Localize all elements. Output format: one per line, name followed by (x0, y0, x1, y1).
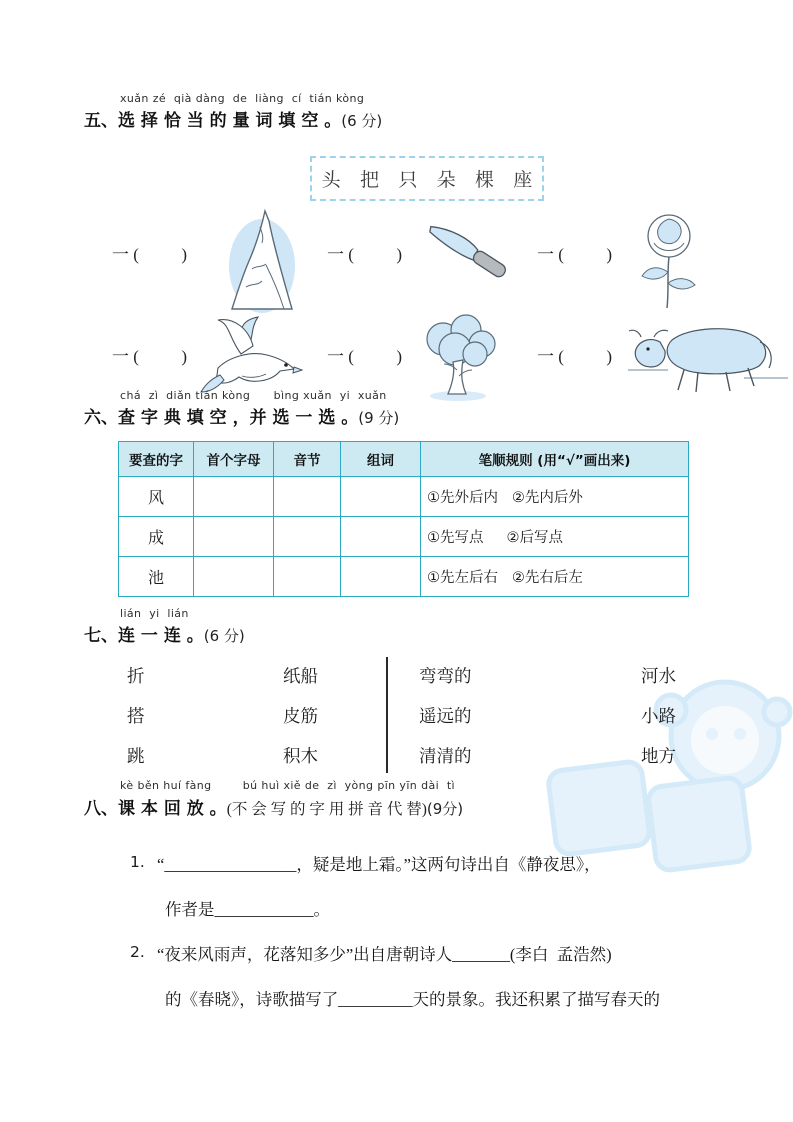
section7-title-text: 七、连 一 连 。 (84, 626, 204, 646)
section5-pinyin: xuǎn zé qià dàng de liàng cí tián kòng (120, 92, 365, 105)
section8-title (84, 794, 463, 819)
quantifier-blank-knife: 一 ( ) (327, 245, 403, 264)
word-bank-item: 朵 (436, 170, 456, 191)
table-cell-empty (274, 557, 341, 597)
quantifier-blank-dove: 一 ( ) (112, 347, 188, 366)
quantifier-blank-ox: 一 ( ) (537, 347, 613, 366)
table-cell-char: 成 (119, 517, 194, 557)
word-bank-item: 把 (359, 170, 379, 191)
table-cell-rule: ①先左后右 ②先右后左 (421, 557, 689, 597)
table-header-syllable: 音节 (274, 442, 341, 477)
table-header-row (119, 442, 689, 477)
knife-illustration (418, 222, 510, 302)
table-cell-empty (341, 557, 421, 597)
question1-line2: 作者是____________。 (165, 900, 330, 919)
question2-line2: 的《春晓》，诗歌描写了_________天的景象。我还积累了描写春天的 (165, 990, 660, 1009)
table-cell-empty (194, 557, 274, 597)
table-row (119, 557, 689, 597)
word-bank-item: 棵 (474, 170, 494, 191)
match-noun: 河水 (641, 666, 676, 686)
table-cell-empty (274, 517, 341, 557)
match-noun: 纸船 (283, 666, 318, 686)
rose-illustration (633, 210, 705, 310)
mountain-illustration (222, 207, 302, 317)
word-bank-item: 只 (398, 170, 418, 191)
question1-number: 1. (130, 853, 145, 871)
section8-title-text: 八、课 本 回 放 。 (84, 799, 227, 819)
table-header-initial: 首个字母 (194, 442, 274, 477)
question1-line1: “________________，疑是地上霜。”这两句诗出自《静夜思》， (157, 855, 601, 874)
matching-divider-line (386, 657, 388, 773)
section7-pinyin: lián yi lián (120, 607, 189, 620)
measure-word-bank (310, 156, 544, 201)
match-verb: 折 (127, 666, 145, 686)
table-cell-rule: ①先外后内 ②先内后外 (421, 477, 689, 517)
table-cell-char: 池 (119, 557, 194, 597)
match-noun: 地方 (641, 746, 676, 766)
section7-title (84, 621, 245, 646)
table-cell-empty (274, 477, 341, 517)
match-adjective: 遥远的 (419, 706, 472, 726)
match-adjective: 弯弯的 (419, 666, 472, 686)
section8-score: (9分) (426, 800, 464, 818)
table-cell-char: 风 (119, 477, 194, 517)
section7-score: (6 分) (203, 627, 245, 645)
match-verb: 跳 (127, 746, 145, 766)
table-cell-empty (341, 517, 421, 557)
section5-title (84, 106, 382, 131)
section8-note: (不 会 写 的 字 用 拼 音 代 替) (226, 801, 427, 818)
quantifier-blank-tree: 一 ( ) (327, 347, 403, 366)
match-noun: 积木 (283, 746, 318, 766)
tree-illustration (413, 314, 503, 404)
table-cell-rule: ①先写点 ②后写点 (421, 517, 689, 557)
dictionary-table (118, 441, 689, 597)
question2-number: 2. (130, 943, 145, 961)
section8-pinyin: kè běn huí fàng bú huì xiě de zì yòng pīn yīn dài tì (120, 779, 456, 792)
table-header-word: 组词 (341, 442, 421, 477)
section6-title-text: 六、查 字 典 填 空 ，并 选 一 选 。 (84, 408, 359, 428)
quantifier-blank-mountain: 一 ( ) (112, 245, 188, 264)
ox-illustration (626, 322, 791, 397)
table-header-char: 要查的字 (119, 442, 194, 477)
table-cell-empty (341, 477, 421, 517)
match-noun: 皮筋 (283, 706, 318, 726)
match-verb: 搭 (127, 706, 145, 726)
match-noun: 小路 (641, 706, 676, 726)
table-header-stroke-rule: 笔顺规则 (用“√”画出来) (421, 442, 689, 477)
table-cell-empty (194, 517, 274, 557)
section5-score: (6 分) (341, 112, 383, 130)
table-row (119, 477, 689, 517)
table-row (119, 517, 689, 557)
match-adjective: 清清的 (419, 746, 472, 766)
word-bank-item: 座 (513, 170, 533, 191)
section6-score: (9 分) (358, 409, 400, 427)
section6-title (84, 403, 399, 428)
table-cell-empty (194, 477, 274, 517)
quantifier-blank-rose: 一 ( ) (537, 245, 613, 264)
section5-title-text: 五、选 择 恰 当 的 量 词 填 空 。 (84, 111, 342, 131)
word-bank-item: 头 (321, 170, 341, 191)
dove-illustration (198, 314, 303, 396)
section6-pinyin: chá zì diǎn tián kòng bìng xuǎn yi xuǎn (120, 389, 387, 402)
question2-line1: “夜来风雨声，花落知多少”出自唐朝诗人_______(李白 孟浩然) (157, 945, 612, 964)
